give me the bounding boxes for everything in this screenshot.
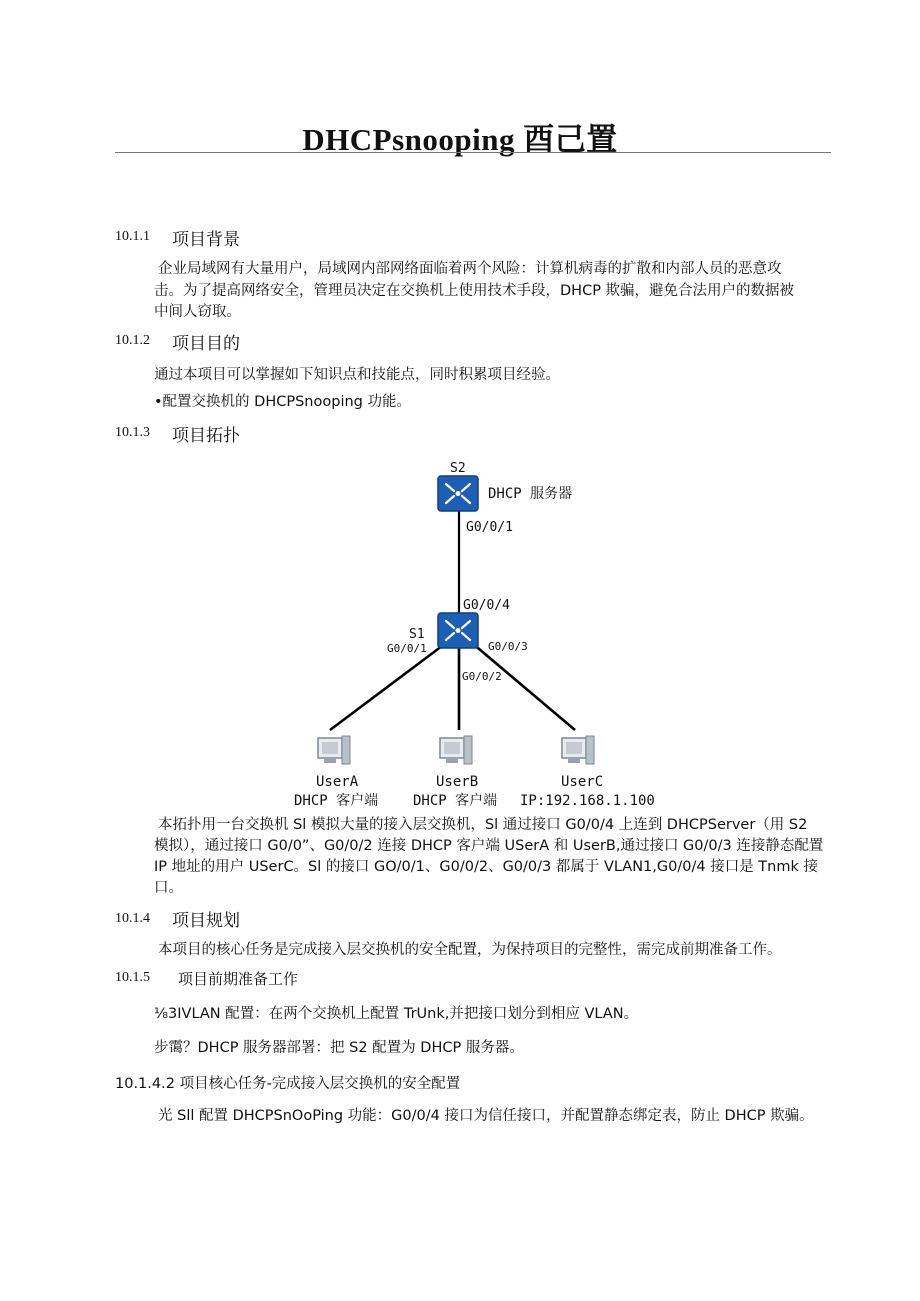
preparation-step-2: 步霭？DHCP 服务器部署：把 S2 配置为 DHCP 服务器。 — [154, 1040, 524, 1056]
s1-label: S1 — [409, 627, 425, 642]
userb-label: UserB — [436, 774, 479, 790]
section-heading-background: 项目背景 — [172, 230, 240, 250]
core-task-text: 光 Sll 配置 DHCPSnOoPing 功能：G0/0/4 接口为信任接口，并配置静态绑定表，防止 DHCP 欺骗。 — [158, 1108, 814, 1124]
preparation-step-1: ⅛3IVLAN 配置：在两个交换机上配置 TrUnk,并把接口划分到相应 VLAN。 — [154, 1006, 639, 1022]
pc-userb-icon — [440, 736, 472, 764]
section-number-10-1-3: 10.1.3 — [115, 425, 150, 440]
topology-desc-line-4: 口。 — [154, 880, 183, 896]
topology-diagram — [270, 455, 670, 815]
switch-s1-icon — [438, 613, 478, 648]
userb-desc: DHCP 客户端 — [413, 793, 498, 809]
purpose-intro: 通过本项目可以掌握如下知识点和技能点，同时积累项目经验。 — [154, 367, 560, 383]
userc-label: UserC — [561, 774, 604, 790]
section-number-10-1-4: 10.1.4 — [115, 911, 150, 926]
planning-text: 本项目的核心任务是完成接入层交换机的安全配置，为保持项目的完整性，需完成前期准备工作。 — [158, 942, 782, 958]
pc-userc-icon — [562, 736, 594, 764]
background-line-3: 中间人窃取。 — [154, 304, 241, 320]
s2-label: S2 — [450, 461, 466, 476]
section-heading-preparation: 项目前期准备工作 — [178, 970, 299, 988]
topology-desc-line-3: IP 地址的用户 USerC。Sl 的接口 GO/0/1、G0/0/2、G0/0/3 都属于 VLAN1,G0/0/4 接口是 Tnmk 接 — [154, 859, 818, 875]
section-heading-purpose: 项目目的 — [172, 334, 240, 354]
switch-s2-icon — [438, 476, 478, 511]
s2-port-label: G0/0/1 — [466, 520, 513, 535]
title-divider — [115, 152, 831, 153]
purpose-item: •配置交换机的 DHCPSnooping 功能。 — [154, 394, 411, 410]
usera-desc: DHCP 客户端 — [294, 793, 379, 809]
background-line-2: 击。为了提高网络安全，管理员决定在交换机上使用技术手段，DHCP 欺骗，避免合法用户的数据被 — [154, 283, 795, 299]
background-line-1: 企业局域网有大量用户，局域网内部网络面临着两个风险：计算机病毒的扩散和内部人员的恶意攻 — [158, 261, 782, 277]
section-number-10-1-1: 10.1.1 — [115, 229, 150, 244]
s1-uplink-port-label: G0/0/4 — [463, 598, 510, 613]
topology-desc-line-2: 模拟），通过接口 G0/0”、G0/0/2 连接 DHCP 客户端 USerA 和 UserB,通过接口 G0/0/3 连接静态配置 — [154, 838, 824, 854]
pc-usera-icon — [318, 736, 350, 764]
section-heading-topology: 项目拓扑 — [172, 426, 240, 446]
usera-label: UserA — [316, 774, 359, 790]
s2-role-label: DHCP 服务器 — [488, 486, 573, 502]
s1-port-a-label: G0/0/1 — [387, 642, 427, 655]
link-s1-userc — [472, 643, 575, 730]
s1-port-c-label: G0/0/3 — [488, 640, 528, 653]
link-s1-usera — [330, 643, 446, 730]
topology-desc-line-1: 本拓扑用一台交换机 Sl 模拟大量的接入层交换机，Sl 通过接口 G0/0/4 上连到 DHCPServer（用 S2 — [158, 817, 808, 833]
section-number-10-1-5: 10.1.5 — [115, 970, 150, 985]
userc-desc: IP:192.168.1.100 — [520, 793, 655, 809]
section-number-10-1-2: 10.1.2 — [115, 333, 150, 348]
s1-port-b-label: G0/0/2 — [462, 670, 502, 683]
page-title: DHCPsnooping 酉己置 — [302, 122, 618, 157]
core-task-heading: 10.1.4.2 项目核心任务-完成接入层交换机的安全配置 — [115, 1076, 461, 1092]
section-heading-planning: 项目规划 — [172, 911, 240, 931]
